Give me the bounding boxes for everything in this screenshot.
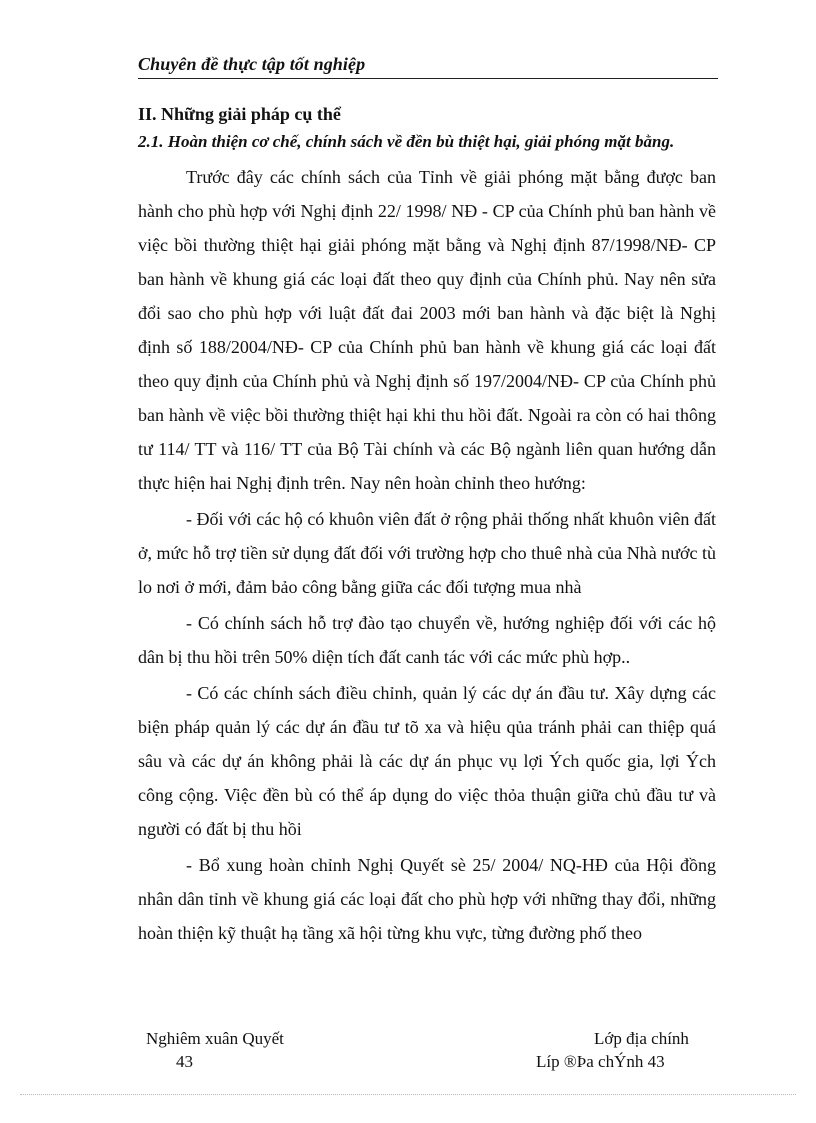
footer-class-name: Lớp địa chính [594, 1029, 689, 1048]
page-header [138, 48, 718, 79]
section-title: II. Những giải pháp cụ thể [138, 104, 341, 124]
footer-page-number: 43 [176, 1052, 193, 1071]
paragraph-item-2: - Có chính sách hỗ trợ đào tạo chuyển về, hướng nghiệp đối với các hộ dân bị thu hồi trên 50% diện tích đất canh tác với các mức phù hợp.. [138, 613, 716, 667]
paragraph-item-1: - Đối với các hộ có khuôn viên đất ở rộng phải thống nhất khuôn viên đất ở, mức hỗ trợ tiền sử dụng đất đối với trường hợp cho thuê nhà của Nhà nước tù lo nơi ở mới, đảm bảo công bằng giữa các đối tượng mua nhà [138, 509, 716, 597]
header-title: Chuyên đề thực tập tốt nghiệp [138, 54, 366, 74]
footer-author-name: Nghiêm xuân Quyết [146, 1029, 284, 1048]
paragraph-intro: Trước đây các chính sách của Tỉnh về giải phóng mặt bằng được ban hành cho phù hợp với Nghị định 22/ 1998/ NĐ - CP của Chính phủ ban hành về việc bồi thường thiệt hại giải phóng mặt bằng và Nghị định 87/1998/NĐ- CP ban hành về khung giá các loại đất theo quy định của Chính phủ. Nay nên sửa đổi sao cho phù hợp với luật đất đai 2003 mới ban hành và đặc biệt là Nghị định số 188/2004/NĐ- CP của Chính phủ ban hành về khung giá các loại đất theo quy định của Chính phủ và Nghị định số 197/2004/NĐ- CP của Chính phủ ban hành về việc bồi thường thiệt hại khi thu hồi đất. Ngoài ra còn có hai thông tư 114/ TT và 116/ TT của Bộ Tài chính và các Bộ ngành liên quan hướng dẫn thực hiện hai Nghị định trên. Nay nên hoàn chỉnh theo hướng: [138, 167, 716, 493]
paragraph-item-4: - Bổ xung hoàn chỉnh Nghị Quyết sè 25/ 2004/ NQ-HĐ của Hội đồng nhân dân tỉnh về khung giá các loại đất cho phù hợp với những thay đổi, những hoàn thiện kỹ thuật hạ tầng xã hội từng khu vực, từng đường phố theo [138, 855, 716, 943]
footer-class-name-garbled: Líp ®Þa chÝnh 43 [536, 1052, 665, 1071]
subsection-title: 2.1. Hoàn thiện cơ chế, chính sách về đền bù thiệt hại, giải phóng mặt bằng. [138, 132, 675, 151]
page-bottom-divider [20, 1094, 796, 1095]
paragraph-item-3: - Có các chính sách điều chỉnh, quản lý các dự án đầu tư. Xây dựng các biện pháp quản lý các dự án đầu tư tõ xa và hiệu qủa tránh phải can thiệp quá sâu và các dự án không phải là các dự án phục vụ lợi Ých quốc gia, lợi Ých công cộng. Việc đền bù có thể áp dụng do việc thỏa thuận giữa chủ đầu tư và người có đất bị thu hồi [138, 683, 716, 839]
document-body [138, 100, 716, 950]
